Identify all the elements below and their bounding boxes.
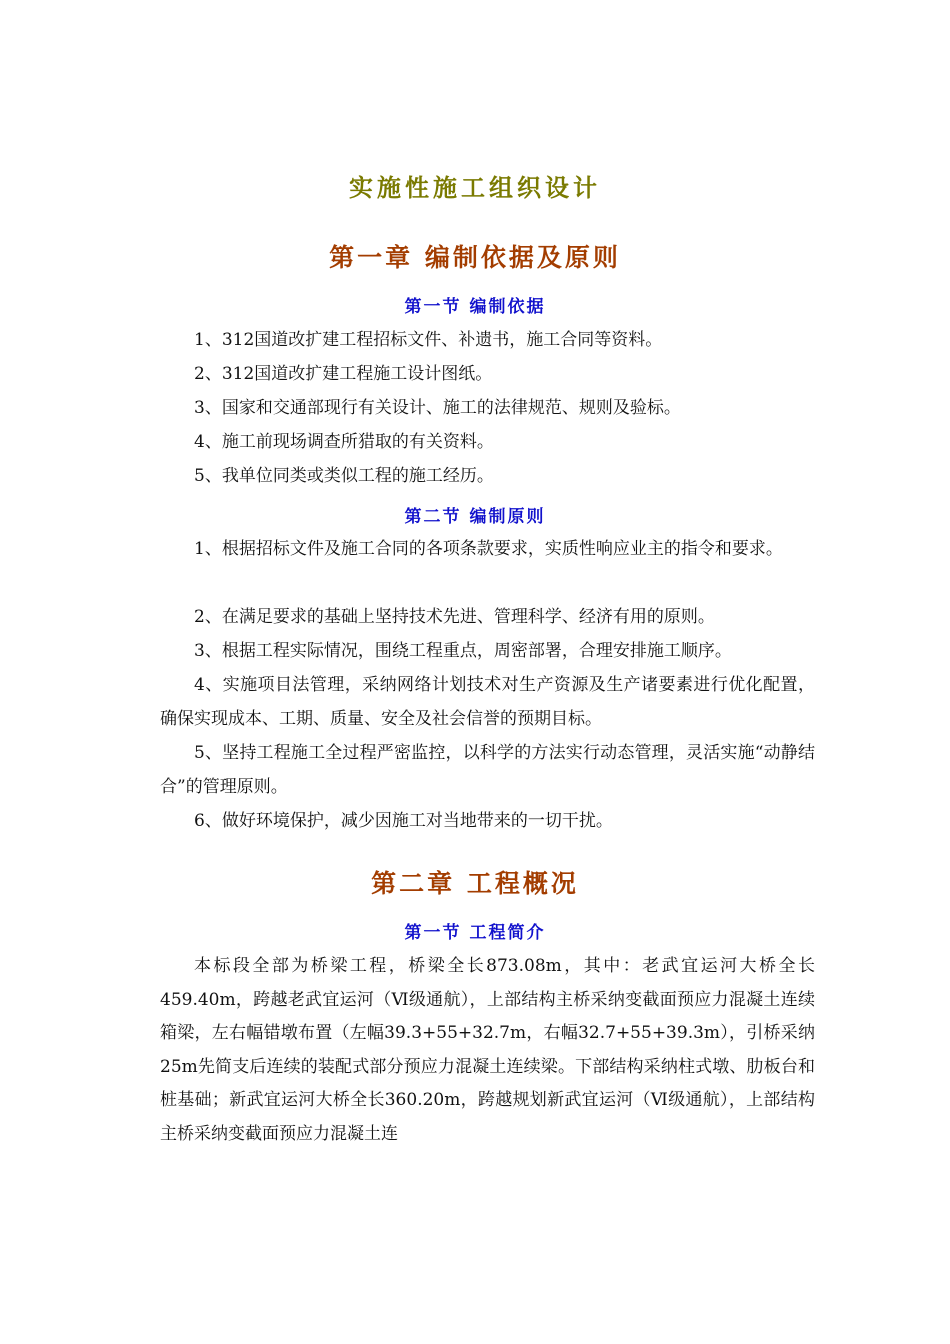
principle-item-2: 2、在满足要求的基础上坚持技术先进、管理科学、经济有用的原则。 [194, 607, 715, 627]
principle-item-6: 6、做好环境保护，减少因施工对当地带来的一切干扰。 [194, 811, 613, 831]
chapter-1-heading: 第一章 编制依据及原则 [329, 243, 621, 272]
principle-item-5: 5、坚持工程施工全过程严密监控，以科学的方法实行动态管理，灵活实施“动静结合”的管理原则。 [160, 743, 815, 797]
principle-item-1: 1、根据招标文件及施工合同的各项条款要求，实质性响应业主的指令和要求。 [194, 539, 783, 559]
principle-item-3: 3、根据工程实际情况，围绕工程重点，周密部署，合理安排施工顺序。 [194, 641, 732, 661]
chapter-1-section-1-heading: 第一节 编制依据 [404, 297, 546, 317]
project-overview-paragraph: 本标段全部为桥梁工程，桥梁全长873.08m，其中：老武宜运河大桥全长459.40m，跨越老武宜运河（Ⅵ级通航），上部结构主桥采纳变截面预应力混凝土连续箱梁，左右幅错墩布置（左幅39.3+55+32.7m，右幅32.7+55+39.3m），引桥采纳25m先简支后连续的装配式部分预应力混凝土连续梁。下部结构采纳柱式墩、肋板台和桩基础；新武宜运河大桥全长360.20m，跨越规划新武宜运河（Ⅵ级通航），上部结构主桥采纳变截面预应力混凝土连 [160, 956, 815, 1144]
document-title: 实施性施工组织设计 [349, 174, 601, 202]
basis-item-1: 1、312国道改扩建工程招标文件、补遗书，施工合同等资料。 [194, 330, 663, 350]
basis-item-4: 4、施工前现场调查所猎取的有关资料。 [194, 432, 494, 452]
basis-item-5: 5、我单位同类或类似工程的施工经历。 [194, 466, 494, 486]
principle-item-4: 4、实施项目法管理，采纳网络计划技术对生产资源及生产诸要素进行优化配置，确保实现成本、工期、质量、安全及社会信誉的预期目标。 [160, 675, 815, 729]
chapter-1-section-2-heading: 第二节 编制原则 [404, 507, 546, 527]
basis-item-3: 3、国家和交通部现行有关设计、施工的法律规范、规则及验标。 [194, 398, 681, 418]
basis-item-2: 2、312国道改扩建工程施工设计图纸。 [194, 364, 493, 384]
chapter-2-section-1-heading: 第一节 工程简介 [404, 923, 546, 943]
chapter-2-heading: 第二章 工程概况 [371, 869, 579, 898]
